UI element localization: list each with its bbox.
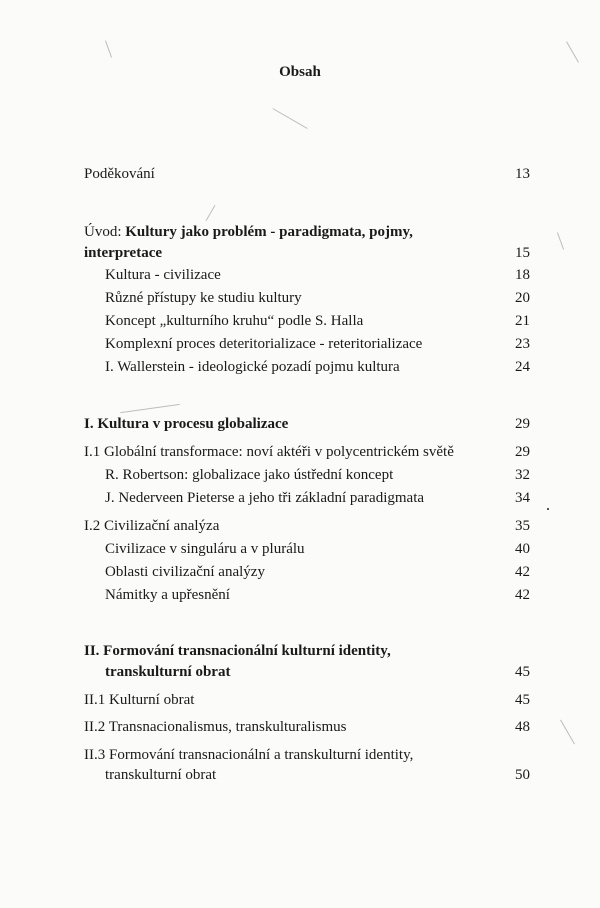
toc-entry-text: R. Robertson: globalizace jako ústřední koncept bbox=[105, 467, 394, 483]
toc-entry-text: J. Nederveen Pieterse a jeho tři základní paradigmata bbox=[105, 490, 425, 506]
toc-entry bbox=[84, 264, 530, 286]
toc-entry-page: 18 bbox=[515, 267, 530, 283]
scan-mark bbox=[560, 720, 575, 745]
toc-entry-page: 21 bbox=[515, 313, 530, 329]
toc-entry bbox=[84, 538, 530, 560]
toc-entry bbox=[84, 584, 530, 606]
toc-entry-text: Kultura - civilizace bbox=[105, 267, 221, 283]
toc-entry-page: 15 bbox=[515, 245, 530, 261]
toc-entry-page: 50 bbox=[515, 767, 530, 783]
toc-entry-page: 34 bbox=[515, 490, 530, 506]
toc-entry bbox=[84, 561, 530, 583]
scan-mark bbox=[120, 404, 180, 413]
toc-entry-text: I.2 Civilizační analýza bbox=[84, 518, 220, 534]
toc-entry-text: Oblasti civilizační analýzy bbox=[105, 564, 265, 580]
toc-entry-text: Komplexní proces deteritorializace - reteritorializace bbox=[105, 336, 423, 352]
toc-entry-prefix: Úvod: bbox=[84, 224, 126, 240]
toc-entry-page: 48 bbox=[515, 719, 530, 735]
toc-entry-bold-text: Kultury jako problém - paradigmata, pojmy, bbox=[125, 224, 413, 240]
toc-entry-page: 45 bbox=[515, 692, 530, 708]
toc-entry bbox=[84, 310, 530, 332]
scan-mark bbox=[272, 108, 307, 129]
toc-entry-text: interpretace bbox=[84, 245, 163, 261]
toc-entry-text: transkulturní obrat bbox=[105, 664, 231, 680]
toc-entry bbox=[84, 163, 530, 185]
toc-entry-page: 32 bbox=[515, 467, 530, 483]
toc-entry-page: 29 bbox=[515, 416, 530, 432]
toc-entry-text: I. Kultura v procesu globalizace bbox=[84, 416, 289, 432]
scan-mark bbox=[105, 40, 112, 57]
toc-entry-text: Poděkování bbox=[84, 166, 155, 182]
toc-entry-text: II.2 Transnacionalismus, transkulturalismus bbox=[84, 719, 347, 735]
toc-entry bbox=[84, 464, 530, 486]
scan-mark bbox=[206, 205, 216, 221]
toc-entry bbox=[84, 640, 530, 662]
toc-entry-text: II.1 Kulturní obrat bbox=[84, 692, 195, 708]
toc-entry bbox=[84, 221, 530, 243]
toc-entry-text: Různé přístupy ke studiu kultury bbox=[105, 290, 302, 306]
toc-entry-text: transkulturní obrat bbox=[105, 767, 217, 783]
toc-entry-text: II.3 Formování transnacionální a transkulturní identity, bbox=[84, 747, 414, 763]
toc-entry-text: Civilizace v singuláru a v plurálu bbox=[105, 541, 305, 557]
toc-entry bbox=[84, 413, 530, 435]
toc-entry-page: 23 bbox=[515, 336, 530, 352]
toc-entry-text: I.1 Globální transformace: noví aktéři v polycentrickém světě bbox=[84, 444, 454, 460]
toc-entry bbox=[84, 287, 530, 309]
toc-entry-text: I. Wallerstein - ideologické pozadí pojmu kultura bbox=[105, 359, 400, 375]
toc-entry bbox=[84, 515, 530, 537]
toc-entry bbox=[84, 242, 530, 264]
toc-entry bbox=[84, 333, 530, 355]
toc-entry bbox=[84, 356, 530, 378]
toc-entry-text: II. Formování transnacionální kulturní identity, bbox=[84, 643, 391, 659]
scan-mark bbox=[566, 41, 579, 62]
toc-entry-text: Námitky a upřesnění bbox=[105, 587, 230, 603]
toc-entry-page: 35 bbox=[515, 518, 530, 534]
toc-entry bbox=[84, 764, 530, 786]
page-title: Obsah bbox=[279, 64, 321, 80]
toc-entry bbox=[84, 487, 530, 509]
toc-entry-page: 29 bbox=[515, 444, 530, 460]
scan-mark bbox=[557, 232, 564, 249]
toc-entry bbox=[84, 689, 530, 711]
toc-entry bbox=[84, 441, 530, 463]
toc-entry-text: Koncept „kulturního kruhu“ podle S. Halla bbox=[105, 313, 364, 329]
toc-entry bbox=[84, 716, 530, 738]
scan-mark bbox=[547, 508, 549, 510]
toc-entry bbox=[84, 744, 530, 766]
toc-entry-page: 13 bbox=[515, 166, 530, 182]
toc-entry-page: 40 bbox=[515, 541, 530, 557]
toc-entry-page: 20 bbox=[515, 290, 530, 306]
toc-entry bbox=[84, 661, 530, 683]
toc-entry-page: 45 bbox=[515, 664, 530, 680]
toc-entry-page: 42 bbox=[515, 587, 530, 603]
toc-entry-text bbox=[84, 221, 413, 243]
toc-entry-page: 24 bbox=[515, 359, 530, 375]
toc-entry-page: 42 bbox=[515, 564, 530, 580]
